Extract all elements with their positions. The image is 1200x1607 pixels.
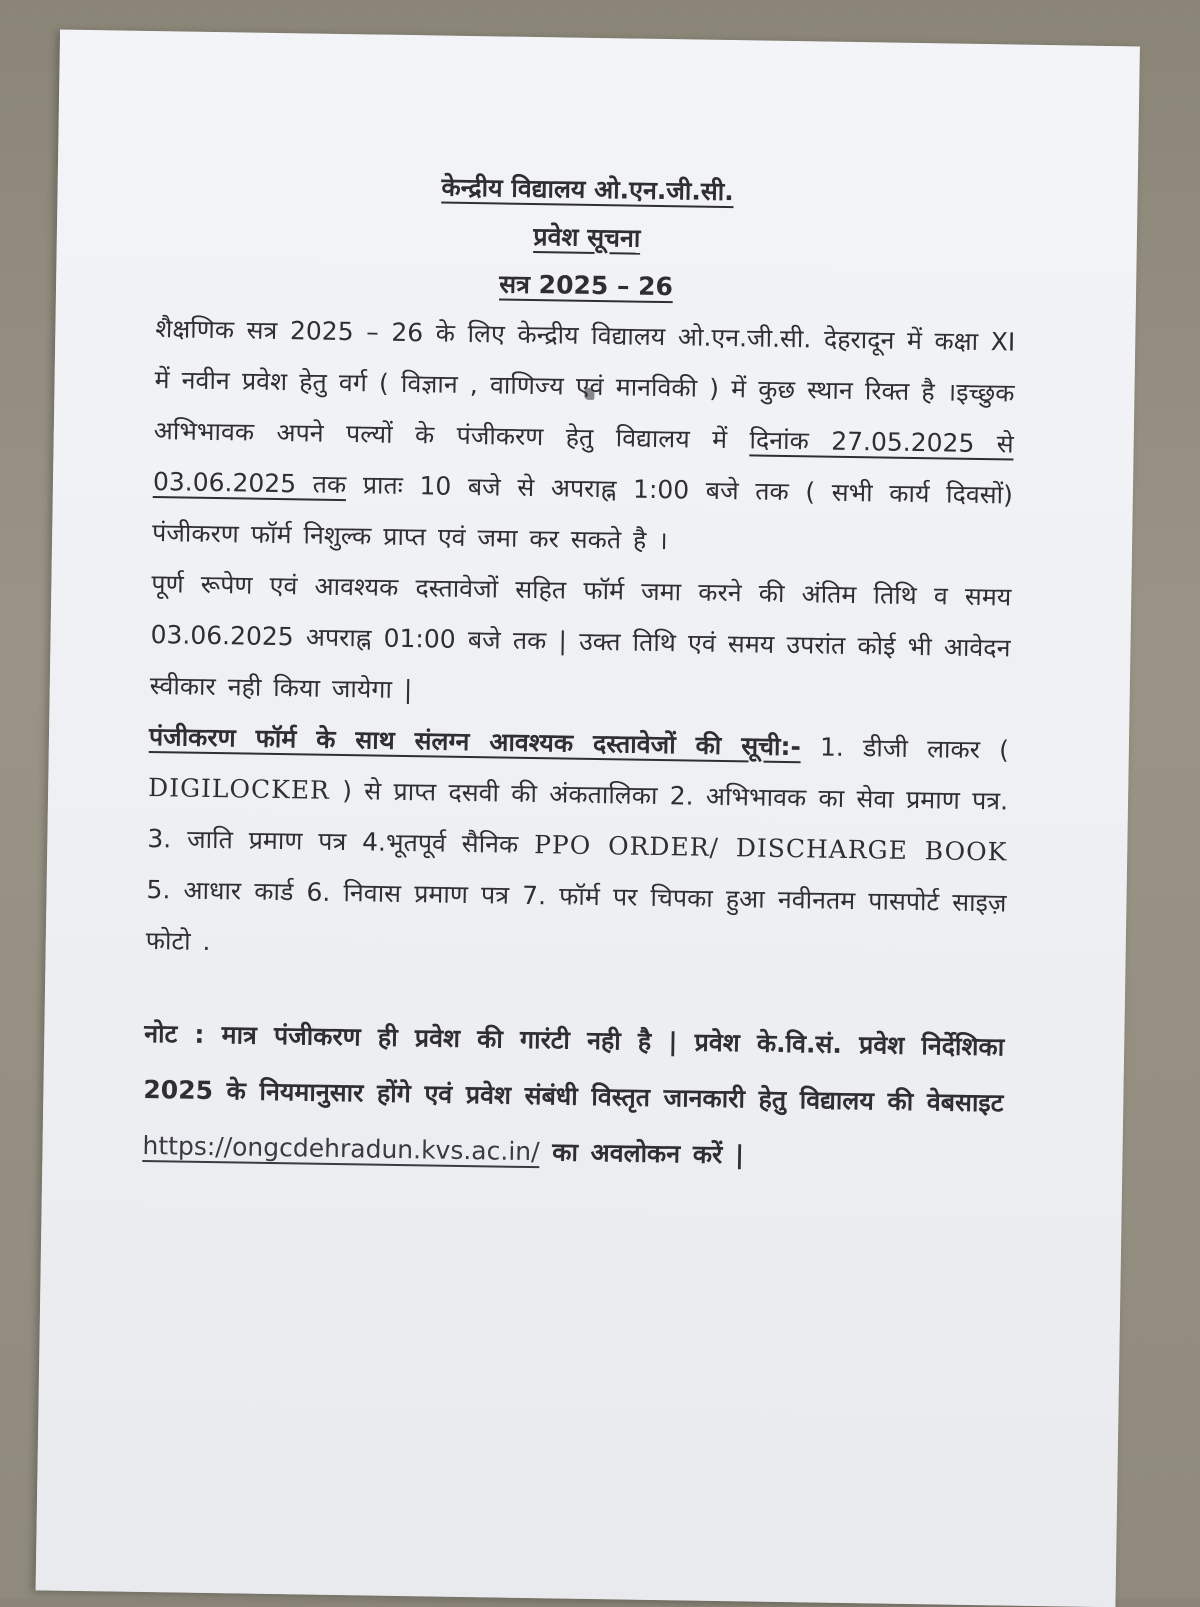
notice-paper [36, 30, 1140, 1607]
notice-content [142, 159, 1018, 1187]
deadline-paragraph: पूर्ण रूपेण एवं आवश्यक दस्तावेजों सहित फॉर्म जमा करने की अंतिम तिथि व समय 03.06.2025 अपराह्न 01:00 बजे तक | उक्त तिथि एवं समय उपरांत कोई भी आवेदन स्वीकार नही किया जायेगा | [149, 569, 1012, 705]
documents-heading: पंजीकरण फॉर्म के साथ संलग्न आवश्यक दस्तावेजों की सूची:- [148, 722, 802, 762]
session-heading: सत्र 2025 – 26 [499, 269, 674, 302]
note-text: नोट : मात्र पंजीकरण ही प्रवेश की गारंटी नही है | प्रवेश के.वि.सं. प्रवेश निर्देशिका 2025 के नियमानुसार होंगे एवं प्रवेश संबंधी विस्तृत जानकारी हेतु विद्यालय की वेबसाइट [143, 1018, 1005, 1118]
admission-timing: प्रातः 10 बजे से अपराह्न 1:00 बजे तक ( सभी कार्य दिवसों) पंजीकरण फॉर्म निशुल्क प्राप्त एवं जमा कर सकते है । [151, 470, 1014, 556]
registration-date-range: दिनांक 27.05.2025 से 03.06.2025 तक [152, 425, 1014, 500]
documents-items-2-4: ) से प्राप्त दसवी की अंकतालिका 2. अभिभावक का सेवा प्रमाण पत्र. 3. जाति प्रमाण पत्र 4.भूतपूर्व सैनिक [147, 775, 1009, 860]
admission-paragraph [152, 303, 1016, 571]
documents-items-5-7: 5. आधार कार्ड 6. निवास प्रमाण पत्र 7. फॉर्म पर चिपका हुआ नवीनतम पासपोर्ट साइज़ फोटो . [145, 874, 1007, 956]
school-website-link[interactable]: https://ongcdehradun.kvs.ac.in/ [142, 1130, 540, 1167]
documents-paragraph [145, 711, 1009, 979]
note-ending: का अवलोकन करें | [552, 1137, 745, 1170]
ppo-order-text: PPO ORDER/ DISCHARGE BOOK [533, 830, 1008, 867]
notice-title: प्रवेश सूचना [533, 221, 641, 253]
documents-item1: 1. डीजी लाकर ( [819, 732, 1010, 765]
school-name: केन्द्रीय विद्यालय ओ.एन.जी.सी. [441, 172, 734, 207]
digilocker-text: DIGILOCKER [147, 772, 331, 805]
note-paragraph [142, 1006, 1005, 1187]
admission-intro: शैक्षणिक सत्र 2025 – 26 के लिए केन्द्रीय विद्यालय ओ.एन.जी.सी. देहरादून में कक्षा XI में नवीन प्रवेश हेतु वर्ग ( विज्ञान , वाणिज्य एवं मानविकी ) में कुछ स्थान रिक्त है ।इच्छुक अभिभावक अपने पल्यों के पंजीकरण हेतु विद्यालय में [153, 314, 1016, 455]
